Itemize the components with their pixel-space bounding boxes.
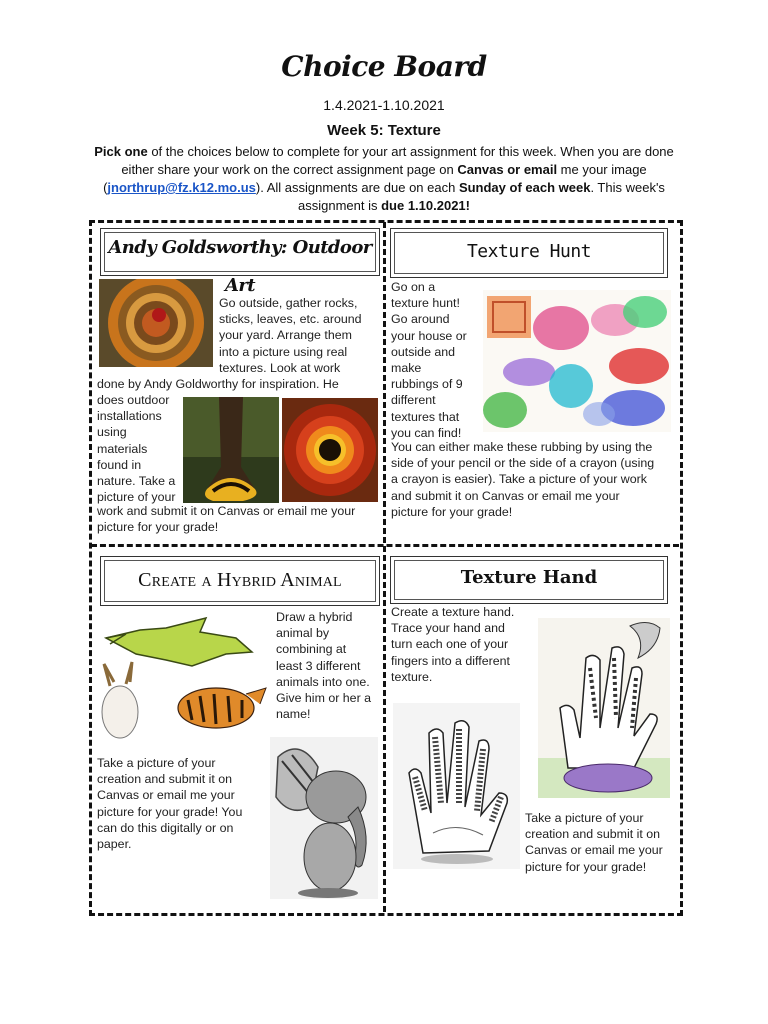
text-line: found in xyxy=(97,457,142,472)
text-line: and submit it on Canvas or email me your xyxy=(391,488,620,503)
text-line: picture for your grade! xyxy=(391,504,513,519)
text-line: turn each one of your xyxy=(391,637,509,652)
text-line: installations xyxy=(97,409,162,424)
text-line: your house or xyxy=(391,328,467,343)
text-line: least 3 different xyxy=(276,658,361,673)
card-goldsworthy-banner xyxy=(100,228,380,296)
goldsworthy-text-left xyxy=(97,392,183,505)
text-line: rubbings of 9 xyxy=(391,377,463,392)
card-hybrid-title: Create a Hybrid Animal xyxy=(138,569,342,591)
texture-hunt-text-bottom xyxy=(391,439,675,520)
text-line: does outdoor xyxy=(97,393,170,407)
leaf-spiral-image xyxy=(99,279,213,367)
text-line: Go around xyxy=(391,312,450,327)
instructions-paragraph xyxy=(84,143,684,215)
text-line: side of your pencil or the side of a crayon (using xyxy=(391,456,655,471)
text-line: Create a texture hand. xyxy=(391,605,515,619)
text-line: fingers into a different xyxy=(391,653,510,668)
text-line: textures that xyxy=(391,409,460,424)
intro-text-3: ). All assignments are due on each xyxy=(255,180,459,195)
email-link[interactable]: jnorthrup@fz.k12.mo.us xyxy=(107,180,256,195)
goldsworthy-text-full xyxy=(97,376,381,392)
text-line: using xyxy=(97,425,127,440)
text-line: different xyxy=(391,393,436,408)
text-line: you can find! xyxy=(391,425,462,440)
card-texture-hunt-title: Texture Hunt xyxy=(466,241,592,262)
text-line: texture hunt! xyxy=(391,296,460,311)
card-texture-hand-banner xyxy=(390,556,668,604)
canvas-email-text: Canvas or email xyxy=(457,162,558,177)
text-line: creation and submit it on xyxy=(97,772,232,787)
fire-hole-image xyxy=(282,398,378,502)
intro-text-1: of the choices below to complete for your art assignment for this week. When you are done either share your work on the correct assignment page on xyxy=(121,144,674,177)
text-line: picture for your grade! You xyxy=(97,804,243,819)
crayon-rubbings-image xyxy=(483,290,671,432)
text-line: Trace your hand and xyxy=(391,621,505,636)
text-line: outside and xyxy=(391,344,456,359)
text-line: your yard. Arrange them xyxy=(219,328,352,343)
text-line: texture. xyxy=(391,669,433,684)
texture-hand-text-top xyxy=(391,604,531,685)
board-horizontal-divider xyxy=(91,544,679,547)
board-vertical-divider xyxy=(383,222,386,912)
pick-one-text: Pick one xyxy=(94,144,148,159)
text-line: textures. Look at work xyxy=(219,360,341,375)
goldsworthy-text-bottom xyxy=(97,503,381,535)
text-line: sticks, leaves, etc. around xyxy=(219,312,362,327)
text-line: Take a picture of your xyxy=(97,756,216,770)
text-line: Take a picture of your xyxy=(525,811,644,825)
text-line: picture of your xyxy=(97,490,176,505)
text-line: You can either make these rubbing by using the xyxy=(391,440,653,454)
hybrid-text-bottom xyxy=(97,755,265,852)
text-line: materials xyxy=(97,441,148,456)
week-heading: Week 5: Texture xyxy=(327,122,441,139)
text-line: Canvas or email me your xyxy=(97,788,235,803)
card-texture-hand-title: Texture Hand xyxy=(460,567,598,588)
text-line: Go on a xyxy=(391,280,436,294)
text-line: animal by xyxy=(276,626,330,641)
text-line: Draw a hybrid xyxy=(276,610,353,624)
text-line: a crayon is easier). Take a picture of your work xyxy=(391,472,647,487)
card-hybrid-banner xyxy=(100,556,380,606)
text-line: work and submit it on Canvas or email me your xyxy=(97,504,356,518)
text-line: paper. xyxy=(97,837,132,852)
texture-hand-text-bottom xyxy=(525,810,675,875)
hybrid-animals-image xyxy=(96,608,272,750)
intro-text-2: me your image ( xyxy=(103,162,647,195)
text-line: combining at xyxy=(276,642,347,657)
intro-text-4: . This week's assignment is xyxy=(298,180,665,213)
card-goldsworthy-title: Andy Goldsworthy: Outdoor Art xyxy=(108,237,372,296)
text-line: Canvas or email me your xyxy=(525,843,663,858)
date-range: 1.4.2021-1.10.2021 xyxy=(323,97,445,113)
goldsworthy-text-right xyxy=(219,295,381,376)
card-texture-hunt-banner xyxy=(390,228,668,278)
texture-hunt-text-left xyxy=(391,279,481,441)
page-title: Choice Board xyxy=(281,50,487,83)
hybrid-text-right xyxy=(276,609,380,722)
text-line: creation and submit it on xyxy=(525,827,660,842)
due-date-text: due 1.10.2021! xyxy=(381,198,470,213)
text-line: Give him or her a xyxy=(276,691,372,706)
text-line: animals into one. xyxy=(276,674,370,689)
text-line: picture for your grade! xyxy=(97,520,219,535)
text-line: make xyxy=(391,361,422,376)
elephant-butterfly-image xyxy=(270,737,378,899)
text-line: done by Andy Goldworthy for inspiration. He xyxy=(97,377,339,391)
text-line: can do this digitally or on xyxy=(97,820,234,835)
text-line: nature. Take a xyxy=(97,474,176,489)
pencil-texture-hand-image xyxy=(393,703,520,869)
sunday-text: Sunday of each week xyxy=(458,180,591,195)
text-line: name! xyxy=(276,707,311,722)
colored-texture-hand-image xyxy=(538,618,670,798)
text-line: into a picture using real xyxy=(219,344,348,359)
tree-installation-image xyxy=(183,397,279,503)
text-line: picture for your grade! xyxy=(525,859,647,874)
text-line: Go outside, gather rocks, xyxy=(219,296,358,310)
